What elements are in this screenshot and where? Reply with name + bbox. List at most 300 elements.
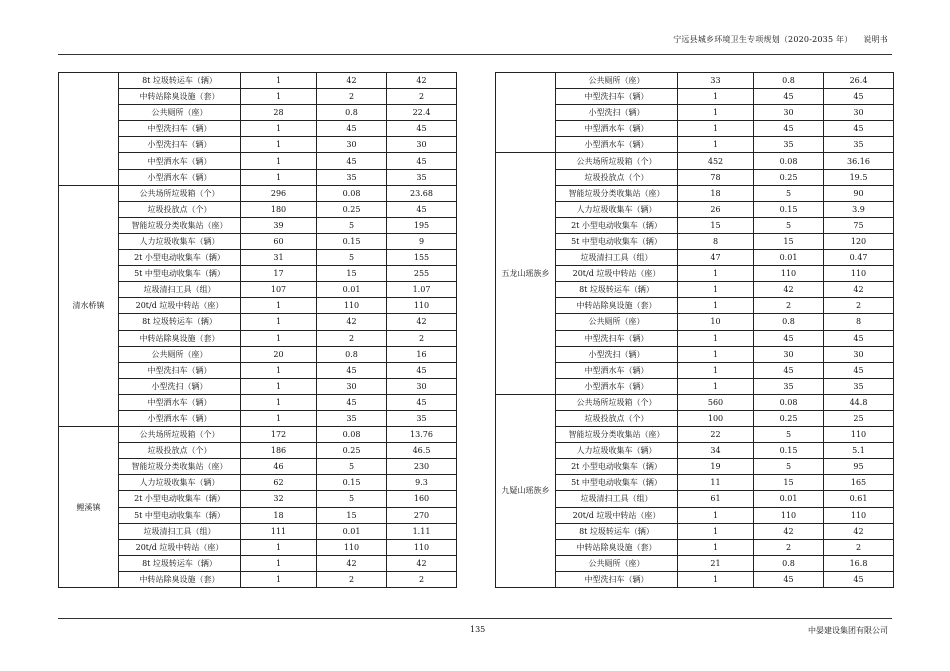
table-row	[59, 427, 457, 443]
value-cell: 1	[241, 362, 317, 378]
table-row	[59, 571, 457, 587]
table-row	[496, 394, 894, 410]
value-cell: 0.15	[754, 443, 824, 459]
value-cell: 45	[754, 571, 824, 587]
value-cell: 0.8	[317, 346, 387, 362]
value-cell: 5	[754, 459, 824, 475]
value-cell: 2	[754, 298, 824, 314]
item-cell: 公共场所垃圾箱（个）	[556, 394, 678, 410]
table-row	[496, 314, 894, 330]
item-cell: 公共厕所（座）	[119, 105, 241, 121]
value-cell: 16	[387, 346, 457, 362]
value-cell: 1	[241, 539, 317, 555]
value-cell: 0.01	[317, 523, 387, 539]
value-cell: 42	[387, 555, 457, 571]
item-cell: 垃圾清扫工具（组）	[119, 282, 241, 298]
value-cell: 5	[754, 427, 824, 443]
table-row	[59, 153, 457, 169]
value-cell: 0.25	[317, 201, 387, 217]
value-cell: 1	[678, 539, 754, 555]
item-cell: 中型洗扫车（辆）	[556, 571, 678, 587]
value-cell: 2	[387, 571, 457, 587]
value-cell: 1	[241, 153, 317, 169]
value-cell: 62	[241, 475, 317, 491]
value-cell: 45	[824, 571, 894, 587]
town-cell: 五龙山瑶族乡	[496, 153, 556, 394]
table-row	[59, 378, 457, 394]
value-cell: 3.9	[824, 201, 894, 217]
item-cell: 20t/d 垃圾中转站（座）	[119, 539, 241, 555]
value-cell: 110	[387, 298, 457, 314]
value-cell: 35	[387, 169, 457, 185]
town-cell	[496, 73, 556, 153]
table-row	[496, 523, 894, 539]
item-cell: 中转站除臭设施（套）	[119, 89, 241, 105]
value-cell: 19.5	[824, 169, 894, 185]
left-table-body	[59, 73, 457, 588]
value-cell: 9.3	[387, 475, 457, 491]
value-cell: 19	[678, 459, 754, 475]
table-row	[59, 201, 457, 217]
value-cell: 46.5	[387, 443, 457, 459]
table-row	[496, 250, 894, 266]
value-cell: 35	[317, 410, 387, 426]
value-cell: 20	[241, 346, 317, 362]
item-cell: 8t 垃圾转运车（辆）	[119, 314, 241, 330]
value-cell: 5	[317, 217, 387, 233]
value-cell: 0.25	[754, 169, 824, 185]
value-cell: 45	[387, 394, 457, 410]
value-cell: 15	[754, 475, 824, 491]
footer-rule	[58, 618, 892, 619]
value-cell: 100	[678, 410, 754, 426]
value-cell: 45	[824, 89, 894, 105]
value-cell: 1	[678, 121, 754, 137]
value-cell: 0.15	[754, 201, 824, 217]
value-cell: 45	[824, 362, 894, 378]
value-cell: 110	[824, 266, 894, 282]
item-cell: 5t 中型电动收集车（辆）	[556, 233, 678, 249]
value-cell: 28	[241, 105, 317, 121]
value-cell: 22	[678, 427, 754, 443]
value-cell: 60	[241, 233, 317, 249]
table-row	[496, 233, 894, 249]
item-cell: 20t/d 垃圾中转站（座）	[119, 298, 241, 314]
value-cell: 42	[754, 282, 824, 298]
value-cell: 2	[824, 298, 894, 314]
value-cell: 1	[241, 394, 317, 410]
table-row	[496, 105, 894, 121]
value-cell: 33	[678, 73, 754, 89]
table-row	[59, 330, 457, 346]
table-row	[496, 507, 894, 523]
item-cell: 20t/d 垃圾中转站（座）	[556, 507, 678, 523]
table-row	[496, 137, 894, 153]
item-cell: 垃圾投放点（个）	[556, 410, 678, 426]
item-cell: 小型洒水车（辆）	[119, 169, 241, 185]
value-cell: 15	[317, 266, 387, 282]
value-cell: 1	[678, 105, 754, 121]
item-cell: 中转站除臭设施（套）	[556, 539, 678, 555]
item-cell: 智能垃圾分类收集站（座）	[119, 459, 241, 475]
table-row	[59, 137, 457, 153]
value-cell: 10	[678, 314, 754, 330]
value-cell: 30	[317, 378, 387, 394]
table-row	[496, 153, 894, 169]
item-cell: 垃圾投放点（个）	[556, 169, 678, 185]
table-row	[496, 427, 894, 443]
value-cell: 110	[754, 266, 824, 282]
table-row	[496, 201, 894, 217]
value-cell: 1	[241, 330, 317, 346]
item-cell: 小型洗扫（辆）	[556, 105, 678, 121]
value-cell: 296	[241, 185, 317, 201]
table-row	[59, 105, 457, 121]
item-cell: 中转站除臭设施（套）	[556, 298, 678, 314]
value-cell: 5	[317, 459, 387, 475]
value-cell: 0.25	[317, 443, 387, 459]
value-cell: 2	[387, 89, 457, 105]
item-cell: 垃圾投放点（个）	[119, 443, 241, 459]
value-cell: 0.8	[754, 314, 824, 330]
value-cell: 5.1	[824, 443, 894, 459]
table-row	[496, 282, 894, 298]
value-cell: 45	[387, 362, 457, 378]
item-cell: 人力垃圾收集车（辆）	[556, 443, 678, 459]
value-cell: 45	[824, 330, 894, 346]
value-cell: 45	[824, 121, 894, 137]
item-cell: 8t 垃圾转运车（辆）	[119, 73, 241, 89]
value-cell: 1	[678, 346, 754, 362]
table-row	[59, 73, 457, 89]
table-row	[59, 282, 457, 298]
table-row	[496, 217, 894, 233]
value-cell: 30	[754, 105, 824, 121]
value-cell: 35	[754, 137, 824, 153]
value-cell: 1	[241, 169, 317, 185]
item-cell: 8t 垃圾转运车（辆）	[556, 282, 678, 298]
value-cell: 45	[387, 201, 457, 217]
value-cell: 165	[824, 475, 894, 491]
table-row	[59, 475, 457, 491]
value-cell: 46	[241, 459, 317, 475]
item-cell: 5t 中型电动收集车（辆）	[119, 507, 241, 523]
value-cell: 230	[387, 459, 457, 475]
value-cell: 186	[241, 443, 317, 459]
value-cell: 23.68	[387, 185, 457, 201]
document-type: 说明书	[863, 35, 888, 44]
value-cell: 15	[754, 233, 824, 249]
item-cell: 中型洗扫车（辆）	[119, 362, 241, 378]
table-row	[59, 185, 457, 201]
value-cell: 42	[387, 314, 457, 330]
value-cell: 75	[824, 217, 894, 233]
value-cell: 110	[824, 507, 894, 523]
value-cell: 0.8	[754, 73, 824, 89]
item-cell: 2t 小型电动收集车（辆）	[556, 459, 678, 475]
value-cell: 45	[754, 121, 824, 137]
right-table-body	[496, 73, 894, 588]
item-cell: 中型洒水车（辆）	[119, 394, 241, 410]
running-header	[673, 34, 888, 45]
item-cell: 小型洗扫车（辆）	[119, 137, 241, 153]
table-row	[59, 394, 457, 410]
item-cell: 智能垃圾分类收集站（座）	[119, 217, 241, 233]
town-cell	[59, 73, 119, 186]
value-cell: 8	[678, 233, 754, 249]
value-cell: 36.16	[824, 153, 894, 169]
value-cell: 1	[678, 282, 754, 298]
value-cell: 45	[754, 89, 824, 105]
value-cell: 13.76	[387, 427, 457, 443]
page-number: 135	[470, 625, 486, 634]
table-row	[496, 378, 894, 394]
value-cell: 30	[387, 378, 457, 394]
table-row	[59, 169, 457, 185]
value-cell: 1	[678, 378, 754, 394]
value-cell: 8	[824, 314, 894, 330]
item-cell: 公共厕所（座）	[119, 346, 241, 362]
value-cell: 5	[754, 217, 824, 233]
value-cell: 0.15	[317, 475, 387, 491]
value-cell: 120	[824, 233, 894, 249]
value-cell: 45	[317, 394, 387, 410]
value-cell: 42	[317, 314, 387, 330]
value-cell: 160	[387, 491, 457, 507]
value-cell: 35	[824, 378, 894, 394]
value-cell: 1	[241, 137, 317, 153]
value-cell: 18	[241, 507, 317, 523]
table-row	[59, 89, 457, 105]
value-cell: 61	[678, 491, 754, 507]
table-row	[496, 73, 894, 89]
value-cell: 1.11	[387, 523, 457, 539]
value-cell: 1	[678, 362, 754, 378]
value-cell: 0.01	[754, 491, 824, 507]
value-cell: 110	[317, 298, 387, 314]
value-cell: 110	[824, 427, 894, 443]
table-row	[59, 121, 457, 137]
right-data-table	[495, 72, 894, 588]
value-cell: 172	[241, 427, 317, 443]
table-row	[59, 298, 457, 314]
value-cell: 30	[824, 105, 894, 121]
value-cell: 1	[678, 330, 754, 346]
value-cell: 42	[824, 282, 894, 298]
item-cell: 公共厕所（座）	[556, 555, 678, 571]
table-row	[59, 362, 457, 378]
table-row	[496, 410, 894, 426]
value-cell: 1	[241, 89, 317, 105]
value-cell: 26	[678, 201, 754, 217]
item-cell: 中型洒水车（辆）	[556, 362, 678, 378]
item-cell: 2t 小型电动收集车（辆）	[556, 217, 678, 233]
value-cell: 47	[678, 250, 754, 266]
item-cell: 公共场所垃圾箱（个）	[119, 427, 241, 443]
item-cell: 中型洒水车（辆）	[556, 121, 678, 137]
value-cell: 1	[241, 410, 317, 426]
item-cell: 垃圾清扫工具（组）	[556, 250, 678, 266]
table-row	[59, 410, 457, 426]
item-cell: 中型洗扫车（辆）	[556, 89, 678, 105]
value-cell: 9	[387, 233, 457, 249]
left-data-table	[58, 72, 457, 588]
value-cell: 44.8	[824, 394, 894, 410]
value-cell: 1.07	[387, 282, 457, 298]
value-cell: 21	[678, 555, 754, 571]
item-cell: 中型洗扫车（辆）	[556, 330, 678, 346]
value-cell: 5	[317, 491, 387, 507]
value-cell: 42	[387, 73, 457, 89]
value-cell: 45	[317, 153, 387, 169]
value-cell: 1	[241, 555, 317, 571]
table-row	[59, 266, 457, 282]
item-cell: 公共场所垃圾箱（个）	[556, 153, 678, 169]
item-cell: 小型洒水车（辆）	[556, 137, 678, 153]
table-row	[496, 266, 894, 282]
value-cell: 0.08	[754, 153, 824, 169]
item-cell: 垃圾清扫工具（组）	[119, 523, 241, 539]
value-cell: 15	[678, 217, 754, 233]
value-cell: 452	[678, 153, 754, 169]
value-cell: 110	[317, 539, 387, 555]
value-cell: 15	[317, 507, 387, 523]
table-row	[496, 571, 894, 587]
table-row	[496, 475, 894, 491]
value-cell: 42	[824, 523, 894, 539]
table-row	[496, 443, 894, 459]
item-cell: 小型洗扫（辆）	[556, 346, 678, 362]
value-cell: 255	[387, 266, 457, 282]
value-cell: 0.47	[824, 250, 894, 266]
value-cell: 31	[241, 250, 317, 266]
value-cell: 45	[754, 362, 824, 378]
value-cell: 90	[824, 185, 894, 201]
table-row	[496, 185, 894, 201]
value-cell: 107	[241, 282, 317, 298]
value-cell: 0.08	[317, 185, 387, 201]
item-cell: 人力垃圾收集车（辆）	[119, 233, 241, 249]
value-cell: 45	[317, 121, 387, 137]
value-cell: 34	[678, 443, 754, 459]
table-row	[59, 491, 457, 507]
value-cell: 17	[241, 266, 317, 282]
value-cell: 0.01	[317, 282, 387, 298]
table-row	[59, 523, 457, 539]
item-cell: 2t 小型电动收集车（辆）	[119, 250, 241, 266]
value-cell: 5	[754, 185, 824, 201]
value-cell: 2	[754, 539, 824, 555]
value-cell: 560	[678, 394, 754, 410]
value-cell: 32	[241, 491, 317, 507]
value-cell: 1	[678, 571, 754, 587]
value-cell: 1	[241, 298, 317, 314]
value-cell: 0.8	[754, 555, 824, 571]
value-cell: 0.15	[317, 233, 387, 249]
header-rule	[58, 54, 892, 55]
item-cell: 8t 垃圾转运车（辆）	[119, 555, 241, 571]
value-cell: 2	[387, 330, 457, 346]
table-row	[59, 346, 457, 362]
item-cell: 小型洗扫（辆）	[119, 378, 241, 394]
value-cell: 35	[387, 410, 457, 426]
value-cell: 195	[387, 217, 457, 233]
value-cell: 2	[317, 571, 387, 587]
value-cell: 1	[678, 137, 754, 153]
value-cell: 11	[678, 475, 754, 491]
value-cell: 42	[317, 555, 387, 571]
value-cell: 0.08	[754, 394, 824, 410]
item-cell: 2t 小型电动收集车（辆）	[119, 491, 241, 507]
value-cell: 110	[387, 539, 457, 555]
table-row	[496, 491, 894, 507]
value-cell: 1	[241, 73, 317, 89]
item-cell: 5t 中型电动收集车（辆）	[119, 266, 241, 282]
table-row	[59, 555, 457, 571]
town-cell: 九疑山瑶族乡	[496, 394, 556, 587]
table-row	[496, 459, 894, 475]
value-cell: 180	[241, 201, 317, 217]
town-cell: 清水桥镇	[59, 185, 119, 426]
table-row	[496, 346, 894, 362]
item-cell: 公共场所垃圾箱（个）	[119, 185, 241, 201]
value-cell: 1	[678, 89, 754, 105]
item-cell: 垃圾清扫工具（组）	[556, 491, 678, 507]
value-cell: 2	[317, 330, 387, 346]
item-cell: 小型洒水车（辆）	[119, 410, 241, 426]
value-cell: 45	[387, 153, 457, 169]
value-cell: 18	[678, 185, 754, 201]
table-row	[496, 362, 894, 378]
value-cell: 270	[387, 507, 457, 523]
item-cell: 智能垃圾分类收集站（座）	[556, 427, 678, 443]
table-row	[59, 314, 457, 330]
table-row	[496, 89, 894, 105]
value-cell: 42	[754, 523, 824, 539]
item-cell: 中型洗扫车（辆）	[119, 121, 241, 137]
table-row	[496, 298, 894, 314]
value-cell: 95	[824, 459, 894, 475]
table-row	[59, 443, 457, 459]
town-cell: 鲤溪镇	[59, 427, 119, 588]
table-row	[496, 555, 894, 571]
value-cell: 30	[387, 137, 457, 153]
value-cell: 2	[824, 539, 894, 555]
value-cell: 22.4	[387, 105, 457, 121]
value-cell: 0.8	[317, 105, 387, 121]
value-cell: 110	[754, 507, 824, 523]
item-cell: 8t 垃圾转运车（辆）	[556, 523, 678, 539]
table-row	[59, 459, 457, 475]
item-cell: 智能垃圾分类收集站（座）	[556, 185, 678, 201]
value-cell: 1	[678, 523, 754, 539]
item-cell: 中型洒水车（辆）	[119, 153, 241, 169]
document-title: 宁远县城乡环境卫生专项规划（2020-2035 年）	[673, 35, 853, 44]
value-cell: 45	[317, 362, 387, 378]
value-cell: 45	[387, 121, 457, 137]
value-cell: 39	[241, 217, 317, 233]
item-cell: 小型洒水车（辆）	[556, 378, 678, 394]
table-row	[496, 121, 894, 137]
company-name: 中晏建设集团有限公司	[808, 626, 888, 635]
item-cell: 20t/d 垃圾中转站（座）	[556, 266, 678, 282]
value-cell: 42	[317, 73, 387, 89]
value-cell: 0.61	[824, 491, 894, 507]
value-cell: 1	[678, 298, 754, 314]
value-cell: 1	[241, 378, 317, 394]
value-cell: 0.01	[754, 250, 824, 266]
value-cell: 111	[241, 523, 317, 539]
